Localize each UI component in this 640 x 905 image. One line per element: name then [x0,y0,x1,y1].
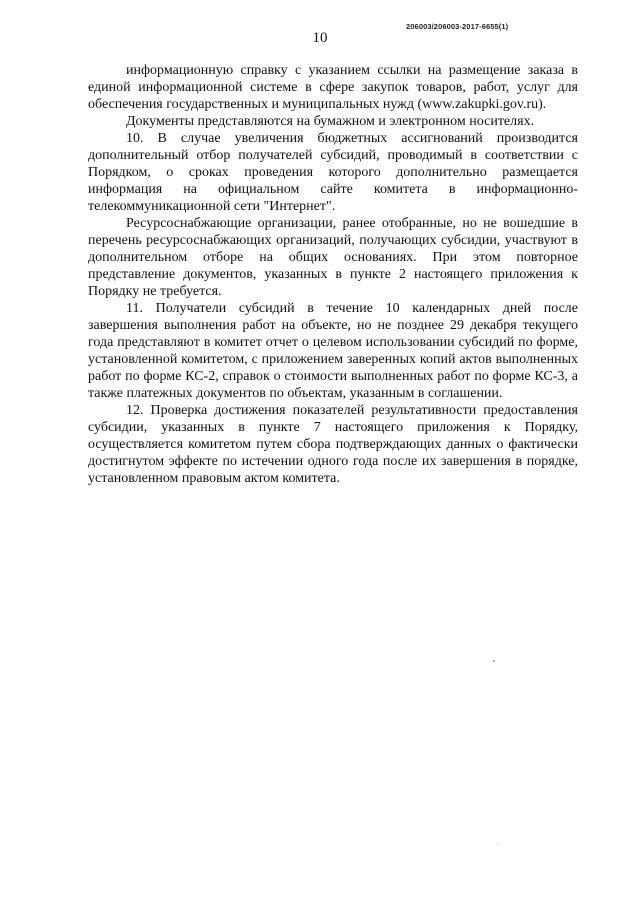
page-number: 10 [312,30,328,46]
document-body [88,62,578,487]
paragraph-resource-suppliers: Ресурсоснабжающие организации, ранее отобранные, но не вошедшие в перечень ресурсоснабжающих организаций, получающих субсидии, участвуют в дополнительном отборе на общих основаниях. При этом повторное представление документов, указанных в пункте 2 настоящего приложения к Порядку не требуется. [88,216,578,299]
document-id: 206003/206003-2017-6655(1) [406,22,509,31]
scan-speck [493,660,495,662]
paragraph-documents: Документы представляются на бумажном и электронном носителях. [126,114,535,129]
paragraph-item-11: 11. Получатели субсидий в течение 10 календарных дней после завершения выполнения работ на объекте, но не позднее 29 декабря текущего года представляют в комитет отчет о целевом использовании субсидий по форме, установленной комитетом, с приложением заверенных копий актов выполненных работ по форме КС-2, справок о стоимости выполненных работ по форме КС-3, а также платежных документов по объектам, указанным в соглашении. [88,301,578,401]
paragraph-item-10: 10. В случае увеличения бюджетных ассигнований производится дополнительный отбор получателей субсидий, проводимый в соответствии с Порядком, о сроках проведения которого дополнительно размещается информация на официальном сайте комитета в информационно-телекоммуникационной сети "Интернет". [88,131,578,214]
paragraph-item-12: 12. Проверка достижения показателей результативности предоставления субсидии, указанных в пункте 7 настоящего приложения к Порядку, осуществляется комитетом путем сбора подтверждающих данных о фактически достигнутом эффекте по истечении одного года после их завершения в порядке, установленном правовым актом комитета. [88,403,578,486]
scan-speck [497,843,498,844]
paragraph-continuation: информационную справку с указанием ссылки на размещение заказа в единой информационной системе в сфере закупок товаров, работ, услуг для обеспечения государственных и муниципальных нужд (www.zakupki.gov.ru). [88,63,578,112]
